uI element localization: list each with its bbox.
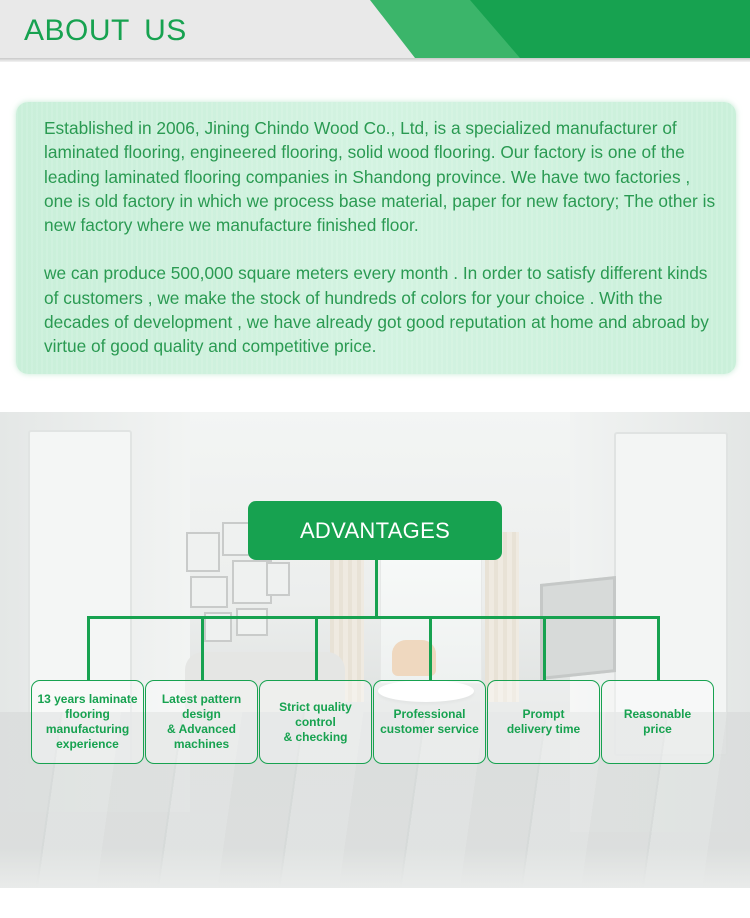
bottom-fade bbox=[0, 848, 750, 888]
advantage-box-price bbox=[601, 680, 714, 764]
advantage-box-experience bbox=[31, 680, 144, 764]
connector-drop bbox=[429, 616, 432, 680]
connector-line-vertical bbox=[375, 560, 378, 618]
intro-paragraph-1: Established in 2006, Jining Chindo Wood Co., Ltd, is a specialized manufacturer of laminated flooring, engineered flooring, solid wood flooring. Our factory is one of the leading laminated flooring companies in Shandong province. We have two factories , one is old factory in which we process base material, paper for new factory; The other is new factory where we manufacture finished floor. bbox=[44, 118, 716, 236]
connector-drop bbox=[543, 616, 546, 680]
advantage-box-quality bbox=[259, 680, 372, 764]
connector-line-horizontal bbox=[87, 616, 660, 619]
about-us-header bbox=[0, 0, 750, 62]
company-intro-card bbox=[16, 102, 736, 374]
header-shadow bbox=[0, 58, 750, 62]
connector-drop bbox=[201, 616, 204, 680]
wall-tv bbox=[540, 576, 616, 680]
advantages-title: ADVANTAGES bbox=[248, 501, 502, 560]
wall-picture-frame bbox=[266, 562, 290, 596]
wall-picture-frame bbox=[186, 532, 220, 572]
advantage-label: Prompt delivery time bbox=[506, 707, 581, 736]
wall-picture-frame bbox=[236, 608, 268, 636]
advantage-label: Latest pattern design & Advanced machines bbox=[161, 692, 242, 751]
wall-picture-frame bbox=[222, 522, 250, 556]
connector-drop bbox=[657, 616, 660, 680]
advantage-label: Reasonable price bbox=[623, 707, 692, 736]
living-room-background-image bbox=[0, 412, 750, 888]
connector-drop bbox=[315, 616, 318, 680]
connector-drop bbox=[87, 616, 90, 680]
advantage-box-service bbox=[373, 680, 486, 764]
wall-picture-frame bbox=[190, 576, 228, 608]
advantage-label: Strict quality control & checking bbox=[279, 699, 352, 744]
advantage-box-design bbox=[145, 680, 258, 764]
advantage-label: 13 years laminate flooring manufacturing experience bbox=[37, 692, 138, 751]
intro-paragraph-2: we can produce 500,000 square meters every month . In order to satisfy different kinds of customers , we make the stock of hundreds of colors for your choice . With the decades of development , we have already got good reputation at home and abroad by virtue of good quality and competitive price. bbox=[44, 263, 709, 357]
page-title: ABOUT US bbox=[24, 14, 187, 47]
advantage-box-delivery bbox=[487, 680, 600, 764]
advantage-label: Professional customer service bbox=[380, 707, 479, 736]
